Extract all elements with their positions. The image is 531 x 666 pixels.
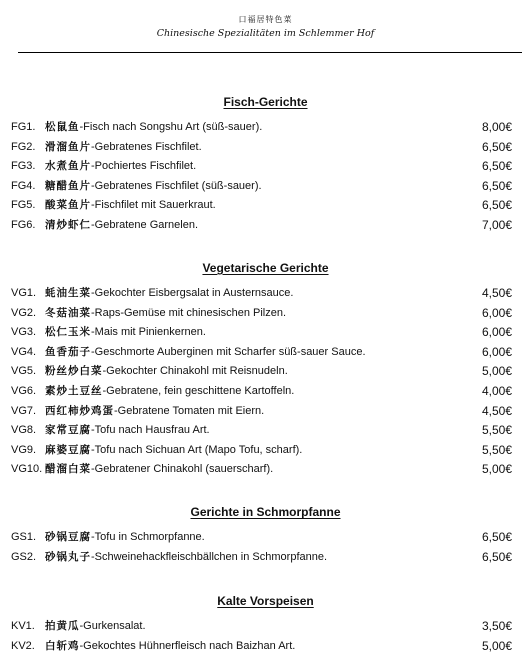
item-description (45, 303, 286, 323)
item-price: 6,50€ (481, 178, 512, 193)
item-price: 5,50€ (481, 442, 512, 457)
item-name-german: -Gurkensalat. (79, 620, 146, 632)
menu-item (11, 117, 512, 137)
item-price: 5,00€ (481, 638, 512, 653)
menu-item (11, 527, 512, 547)
item-code: VG9. (11, 443, 37, 456)
item-name-german: -Fischfilet mit Sauerkraut. (91, 199, 216, 212)
item-name-german: -Schweinehackfleischbällchen in Schmorpfanne. (91, 550, 328, 563)
item-code: VG8. (11, 424, 37, 437)
item-price: 5,00€ (481, 364, 512, 379)
item-description (45, 195, 216, 215)
item-name-chinese: 白斩鸡 (45, 639, 80, 652)
menu-item (11, 156, 512, 176)
item-name-chinese: 松仁玉米 (45, 326, 91, 339)
item-price: 7,00€ (481, 218, 512, 232)
item-name-chinese: 醋溜白菜 (45, 463, 91, 476)
menu-item (11, 459, 512, 479)
item-description (45, 176, 262, 196)
item-description (45, 137, 202, 157)
item-price: 6,50€ (481, 139, 512, 154)
menu-item (11, 215, 512, 235)
item-name-chinese: 滑溜鱼片 (45, 140, 91, 153)
menu-subtitle: Chinesische Spezialitäten im Schlemmer Hof (156, 28, 375, 39)
item-name-german: -Gekochter Eisbergsalat in Austernsauce. (91, 287, 294, 299)
menu-header (0, 0, 531, 56)
item-name-chinese: 拍黄瓜 (45, 620, 80, 632)
item-description (45, 401, 264, 421)
menu-item (11, 283, 512, 303)
item-name-german: -Geschmorte Auberginen mit Scharfer süß-sauer Sauce. (91, 345, 366, 358)
item-name-german: -Gekochter Chinakohl mit Reisnudeln. (102, 365, 288, 378)
item-name-chinese: 冬菇油菜 (45, 306, 91, 319)
item-description (45, 459, 273, 479)
item-description (45, 636, 295, 656)
item-code: FG2. (11, 140, 36, 153)
item-description (45, 440, 302, 460)
item-price: 4,00€ (481, 384, 512, 398)
item-description (45, 215, 198, 235)
item-name-german: -Tofu nach Hausfrau Art. (91, 424, 210, 437)
item-name-german: -Gebratene Tomaten mit Eiern. (114, 404, 265, 417)
menu-item (11, 176, 512, 196)
item-code: FG4. (11, 179, 36, 192)
menu-item (11, 137, 512, 157)
menu-item (11, 342, 512, 362)
item-name-german: -Gekochtes Hühnerfleisch nach Baizhan Art. (79, 639, 296, 652)
item-code: FG6. (11, 219, 36, 231)
menu-item (11, 361, 512, 381)
item-price: 4,50€ (481, 286, 512, 300)
menu-item (11, 401, 512, 421)
item-name-chinese: 鱼香茄子 (45, 345, 91, 358)
item-price: 5,50€ (481, 423, 512, 438)
item-name-chinese: 家常豆腐 (45, 424, 91, 437)
item-name-german: -Fisch nach Songshu Art (süß-sauer). (79, 121, 263, 133)
item-code: FG1. (11, 121, 36, 133)
item-description (45, 527, 205, 547)
item-price: 6,00€ (481, 325, 512, 340)
item-name-chinese: 蚝油生菜 (45, 287, 91, 299)
item-name-chinese: 粉丝炒白菜 (45, 365, 103, 378)
item-description (45, 342, 366, 362)
item-name-german: -Gebratenes Fischfilet (süß-sauer). (91, 179, 262, 192)
item-code: VG1. (11, 287, 37, 299)
item-code: KV1. (11, 620, 35, 632)
item-price: 6,50€ (481, 549, 512, 564)
item-name-german: -Gebratenes Fischfilet. (91, 140, 202, 153)
header-divider (18, 52, 522, 53)
item-name-german: -Tofu nach Sichuan Art (Mapo Tofu, scharf). (91, 443, 303, 456)
item-price: 6,50€ (481, 159, 512, 174)
item-code: GS2. (11, 550, 37, 563)
item-name-chinese: 砂锅豆腐 (45, 531, 91, 543)
item-price: 8,00€ (481, 120, 512, 134)
item-description (45, 322, 206, 342)
menu-item (11, 547, 512, 567)
item-price: 6,50€ (481, 530, 512, 544)
item-name-german: -Pochiertes Fischfilet. (91, 160, 197, 173)
item-description (45, 361, 288, 381)
item-description (45, 283, 293, 303)
item-name-german: -Gebratene, fein geschittene Kartoffeln. (102, 385, 295, 397)
menu-item (11, 636, 512, 656)
item-code: VG7. (11, 404, 37, 417)
item-name-german: -Raps-Gemüse mit chinesischen Pilzen. (91, 306, 287, 319)
section-heading: Kalte Vorspeisen (217, 594, 314, 608)
item-code: VG10. (11, 463, 43, 476)
item-code: FG3. (11, 160, 36, 173)
menu-item (11, 381, 512, 401)
item-description (45, 117, 262, 137)
menu-item (11, 440, 512, 460)
item-name-chinese: 糖醋鱼片 (45, 179, 91, 192)
item-name-chinese: 素炒土豆丝 (45, 385, 103, 397)
menu-item (11, 616, 512, 636)
item-price: 4,50€ (481, 403, 512, 418)
item-code: VG2. (11, 306, 37, 319)
item-description (45, 547, 327, 567)
item-name-chinese: 西红柿炒鸡蛋 (45, 404, 114, 417)
item-code: VG5. (11, 365, 37, 378)
item-code: VG6. (11, 385, 37, 397)
item-price: 5,00€ (481, 462, 512, 477)
menu-item (11, 420, 512, 440)
item-name-german: -Tofu in Schmorpfanne. (91, 531, 205, 543)
item-price: 3,50€ (481, 619, 512, 633)
item-price: 6,00€ (481, 344, 512, 359)
item-description (45, 156, 196, 176)
item-name-chinese: 水煮鱼片 (45, 160, 91, 173)
item-name-chinese: 砂锅丸子 (45, 550, 91, 563)
section-heading: Vegetarische Gerichte (202, 261, 329, 275)
item-code: FG5. (11, 199, 36, 212)
menu-item (11, 322, 512, 342)
item-price: 6,00€ (481, 305, 512, 320)
item-description (45, 381, 294, 401)
menu-title-chinese: 口福居特色菜 (238, 15, 293, 24)
item-code: VG3. (11, 326, 37, 339)
item-price: 6,50€ (481, 198, 512, 213)
item-name-chinese: 麻婆豆腐 (45, 443, 91, 456)
item-code: GS1. (11, 531, 37, 543)
item-description (45, 616, 146, 636)
item-name-chinese: 清炒虾仁 (45, 219, 91, 231)
item-name-german: -Mais mit Pinienkernen. (91, 326, 206, 339)
section-heading: Gerichte in Schmorpfanne (190, 505, 341, 519)
item-name-german: -Gebratene Garnelen. (91, 219, 199, 231)
menu-item (11, 195, 512, 215)
section-heading: Fisch-Gerichte (223, 95, 308, 109)
menu-item (11, 303, 512, 323)
item-name-german: -Gebratener Chinakohl (sauerscharf). (91, 463, 274, 476)
item-description (45, 420, 210, 440)
item-name-chinese: 松鼠鱼 (45, 121, 80, 133)
item-code: KV2. (11, 639, 35, 652)
item-name-chinese: 酸菜鱼片 (45, 199, 91, 212)
item-code: VG4. (11, 345, 37, 358)
